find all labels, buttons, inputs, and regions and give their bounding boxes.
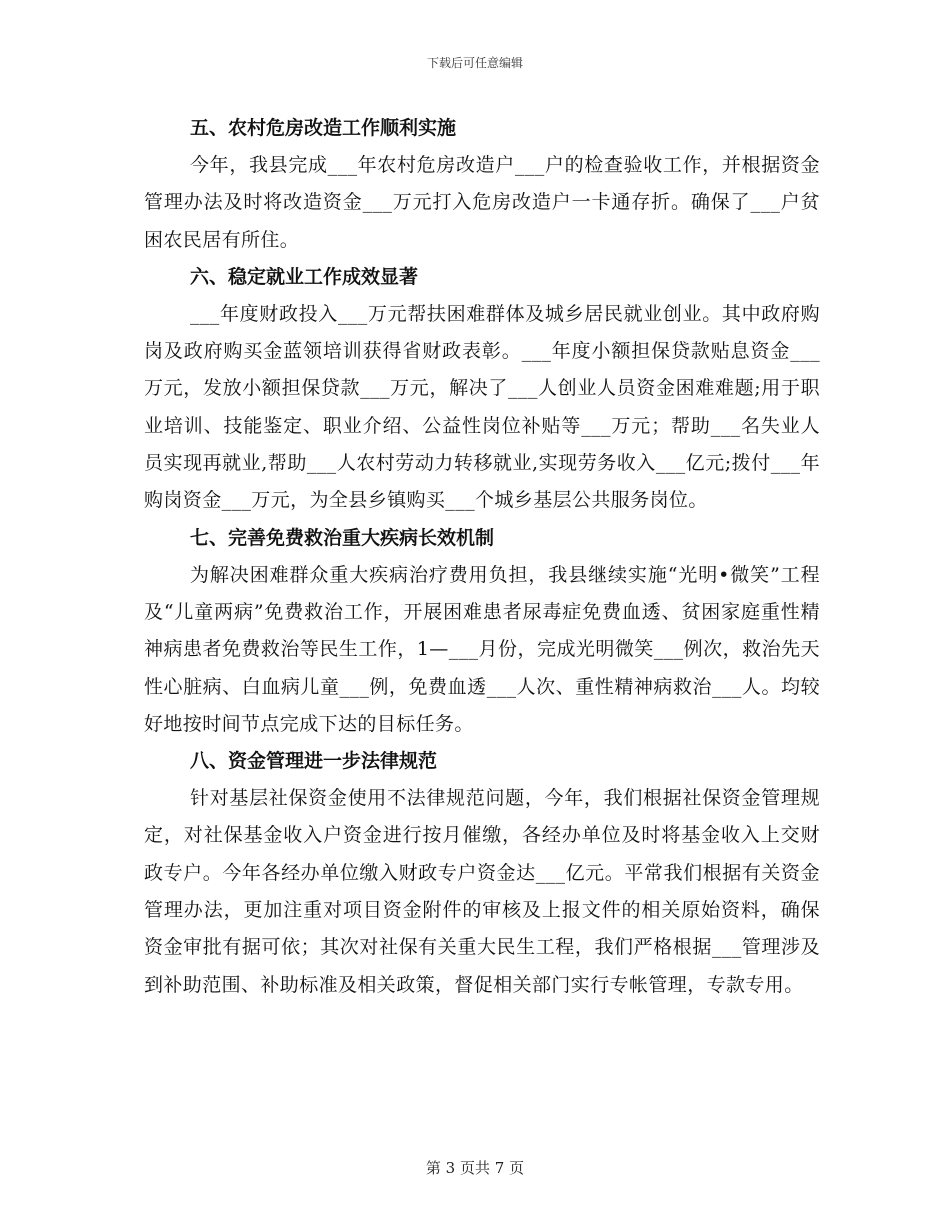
document-body <box>144 110 820 1004</box>
section-paragraph-8: 针对基层社保资金使用不法律规范问题，今年，我们根据社保资金管理规定，对社保基金收入户资金进行按月催缴，各经办单位及时将基金收入上交财政专户。今年各经办单位缴入财政专户资金达___亿元。平常我们根据有关资金管理办法，更加注重对项目资金附件的审核及上报文件的相关原始资料，确保资金审批有据可依；其次对社保有关重大民生工程，我们严格根据___管理涉及到补助范围、补助标准及相关政策，督促相关部门实行专帐管理，专款专用。 <box>144 787 820 996</box>
section-paragraph-6: ___年度财政投入___万元帮扶困难群体及城乡居民就业创业。其中政府购岗及政府购买金蓝领培训获得省财政表彰。___年度小额担保贷款贴息资金___万元，发放小额担保贷款___万元，解决了___人创业人员资金困难难题;用于职业培训、技能鉴定、职业介绍、公益性岗位补贴等___万元；帮助___名失业人员实现再就业,帮助___人农村劳动力转移就业,实现劳务收入___亿元;拨付___年购岗资金___万元，为全县乡镇购买___个城乡基层公共服务岗位。 <box>144 302 820 512</box>
section-heading-7: 七、完善免费救治重大疾病长效机制 <box>190 526 495 549</box>
section-paragraph-5: 今年，我县完成___年农村危房改造户___户的检查验收工作，并根据资金管理办法及时将改造资金___万元打入危房改造户一卡通存折。确保了___户贫困农民居有所住。 <box>144 154 820 251</box>
page-number: 第 3 页共 7 页 <box>425 1159 525 1177</box>
section-paragraph-7: 为解决困难群众重大疾病治疗费用负担，我县继续实施“光明•微笑”工程及“儿童两病”免费救治工作，开展困难患者尿毒症免费血透、贫困家庭重性精神病患者免费救治等民生工作，1—___月份，完成光明微笑___例次，救治先天性心脏病、白血病儿童___例，免费血透___人次、重性精神病救治___人。均较好地按时间节点完成下达的目标任务。 <box>144 563 820 735</box>
page-header: 下载后可任意编辑 <box>426 56 523 70</box>
section-heading-6: 六、稳定就业工作成效显著 <box>190 265 419 288</box>
section-heading-8: 八、资金管理进一步法律规范 <box>190 750 438 773</box>
section-heading-5: 五、农村危房改造工作顺利实施 <box>190 117 457 139</box>
